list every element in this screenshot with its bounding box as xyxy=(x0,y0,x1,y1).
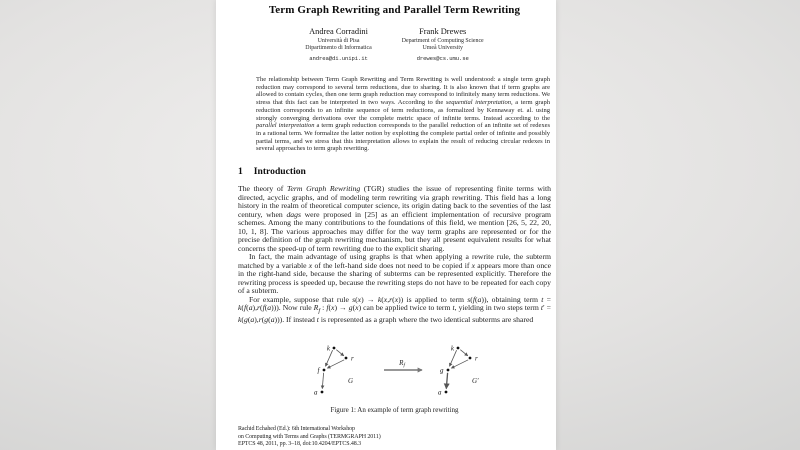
graph-G-labels xyxy=(314,344,354,396)
author-affiliation xyxy=(305,38,371,52)
author-block xyxy=(238,27,551,62)
footer-line: Rachid Echahed (Ed.): 6th International Workshop xyxy=(238,426,355,433)
graph-G-nodes xyxy=(321,346,348,393)
graph-label-G: G xyxy=(348,376,354,385)
graph-G xyxy=(322,349,344,388)
section-title: Introduction xyxy=(253,166,306,178)
node-label-r: r xyxy=(351,354,354,363)
graph-G-prime-nodes xyxy=(445,346,472,393)
publication-footer xyxy=(238,426,381,448)
node-label-g: g xyxy=(440,366,444,375)
author-affiliation xyxy=(402,38,484,52)
node-label-k: k xyxy=(450,344,454,353)
paper-title: Term Graph Rewriting and Parallel Term Rewriting xyxy=(268,4,521,16)
figure-caption: Figure 1: An example of term graph rewriting xyxy=(330,405,459,414)
node-label-a: a xyxy=(314,388,318,397)
node-label-r: r xyxy=(475,354,478,363)
author-email: andrea@di.unipi.it xyxy=(309,55,368,62)
intro-paragraph-3: For example, suppose that rule s(x) → k(x,r(x)) is applied to term s(f(a)), obtaining term t = k(f(a),r(f(a))). Now rule $R_f$ : f(x) → g(x) can be applied twice to term t, yielding in two steps term t′ = k(g(a),r(g(a))). If instead t is represented as a graph where the two identical subterms are shared xyxy=(238,294,552,325)
graph-G-prime xyxy=(446,349,468,388)
author-drewes xyxy=(402,27,484,62)
intro-paragraph-2: In fact, the main advantage of using graphs is that when applying a rewrite rule, the subterm matched by a variable x of the left-hand side does not need to be copied if x appears more than once in the right-hand side, because the sharing of subterms can be represented explicitly. Therefore the rewriting process is speeded up, because the rewriting steps do not have to be repeated for each copy of a subterm. xyxy=(238,252,551,296)
affiliation-line: Department of Computing Science xyxy=(401,38,484,44)
rewrite-rule-label: $R_f$ xyxy=(399,358,405,369)
node-label-a: a xyxy=(438,388,442,397)
footer-line-doi: EPTCS 48, 2011, pp. 3–18, doi:10.4204/EPTCS.48.3 xyxy=(238,440,361,447)
author-email: drewes@cs.umu.se xyxy=(416,55,469,62)
graph-label-G-prime: G′ xyxy=(472,376,479,385)
affiliation-line: Università di Pisa xyxy=(317,38,360,44)
author-name: Frank Drewes xyxy=(419,27,467,36)
author-corradini xyxy=(305,27,371,62)
affiliation-line: Umeå University xyxy=(422,45,463,51)
term-graph-figure xyxy=(298,339,542,401)
affiliation-line: Dipartimento di Informatica xyxy=(305,45,372,51)
author-name: Andrea Corradini xyxy=(309,27,368,36)
section-number: 1 xyxy=(238,166,243,178)
page-content xyxy=(216,0,556,414)
rewrite-arrow xyxy=(384,359,422,370)
graph-G-prime-labels xyxy=(438,344,479,396)
footer-line: on Computing with Terms and Graphs (TERMGRAPH 2011) xyxy=(238,433,381,440)
section-heading-introduction xyxy=(238,166,551,177)
intro-paragraph-1: The theory of Term Graph Rewriting (TGR) studies the issue of representing finite terms with directed, acyclic graphs, and of modeling term rewriting via graph rewriting. This field has a long history in the realm of theoretical computer science, its origin dating back to the seventies of the last century, when dags were proposed in [25] as an efficient implementation of recursive program schemes. Among the many contributions to the foundations of this field, we mention [26, 5, 22, 20, 10, 1, 8]. The various approaches may differ for the way term graphs are represented or for the precise definition of the graph rewriting mechanism, but they all present equivalent results for what concerns the speed-up of term rewriting due to the explicit sharing. xyxy=(238,184,552,253)
paper-page xyxy=(216,0,556,450)
abstract: The relationship between Term Graph Rewriting and Term Rewriting is well understood: a single term graph reduction may correspond to several term reductions, due to sharing. It is also known that if term graphs are allowed to contain cycles, then one term graph reduction may correspond to infinitely many term reductions. We stress that this fact can be interpreted in two ways. According to the sequential interpretation, a term graph reduction corresponds to an infinite sequence of term reductions, as formalized by Kennaway et. al. using strongly converging derivations over the complete metric space of infinite terms. Instead according to the parallel interpretation a term graph reduction corresponds to the parallel reduction of an infinite set of redexes in a rational term. We formalize the latter notion by exploiting the complete partial order of infinite and possibly partial terms, and we stress that this interpretation allows to explain the result of reducing circular redexes in several approaches to term graph rewriting. xyxy=(256,76,551,153)
node-label-f: f xyxy=(317,366,320,375)
node-label-k: k xyxy=(326,344,330,353)
figure-term-graph-rewriting xyxy=(298,339,542,401)
